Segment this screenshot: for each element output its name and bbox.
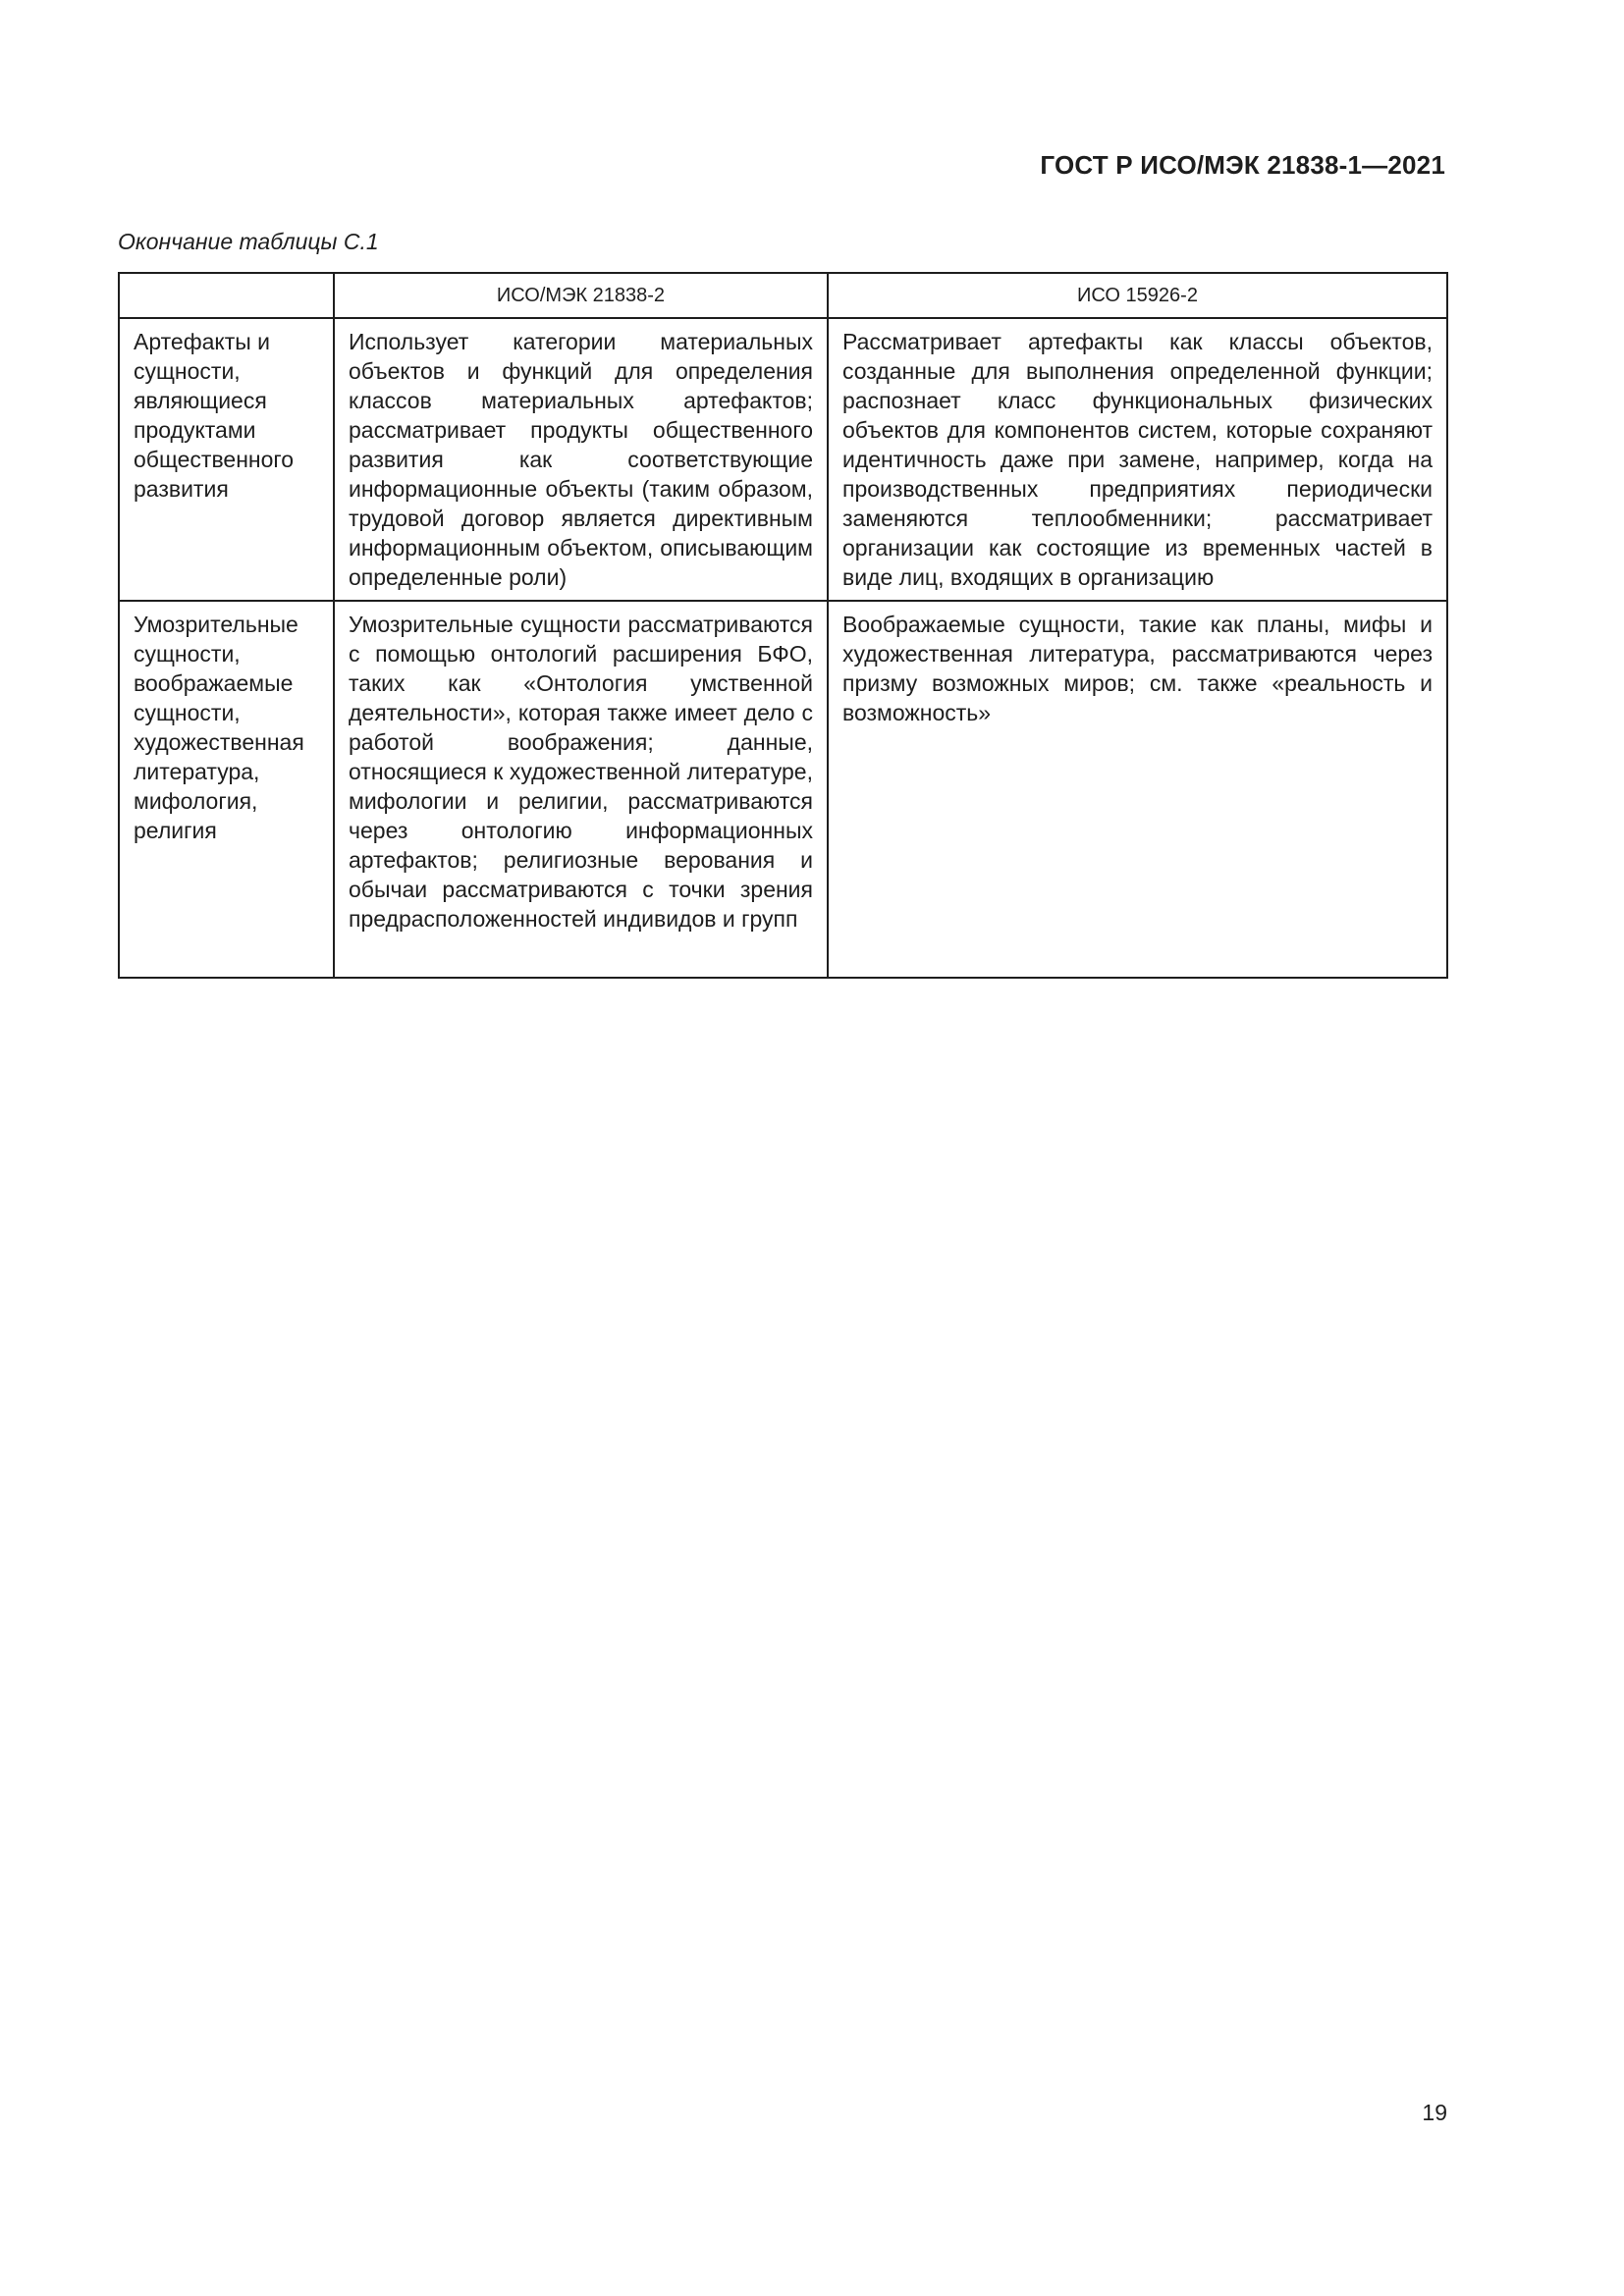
table-header-row xyxy=(119,273,1447,318)
iso-15926-2-cell: Воображаемые сущности, такие как планы, мифы и художественная литература, рассматриваются через призму возможных миров; см. также «реальность и возможность» xyxy=(828,601,1447,978)
iso-iec-21838-2-cell: Использует категории материальных объектов и функций для определения классов материальных артефактов; рассматривает продукты общественного развития как соответствующие информационные объекты (таким образом, трудовой договор является директивным информационным объектом, описывающим определенные роли) xyxy=(334,318,828,601)
column-header-iso-iec-21838-2: ИСО/МЭК 21838-2 xyxy=(334,273,828,318)
iso-iec-21838-2-cell: Умозрительные сущности рассматриваются с помощью онтологий расширения БФО, таких как «Онтология умственной деятельности», которая также имеет дело с работой воображения; данные, относящиеся к художественной литературе, мифологии и религии, рассматриваются через онтологию информационных артефактов; религиозные верования и обычаи рассматриваются с точки зрения предрасположенностей индивидов и групп xyxy=(334,601,828,978)
table-row xyxy=(119,318,1447,601)
column-header-iso-15926-2: ИСО 15926-2 xyxy=(828,273,1447,318)
topic-cell: Артефакты и сущности, являющиеся продуктами общественного развития xyxy=(119,318,334,601)
page-number: 19 xyxy=(1422,2100,1447,2125)
topic-cell: Умозрительные сущности, воображаемые сущности, художественная литература, мифология, религия xyxy=(119,601,334,978)
comparison-table xyxy=(118,272,1448,979)
table-caption: Окончание таблицы С.1 xyxy=(118,229,379,254)
table-row xyxy=(119,601,1447,978)
iso-15926-2-cell: Рассматривает артефакты как классы объектов, созданные для выполнения определенной функции; распознает класс функциональных физических объектов для компонентов систем, которые сохраняют идентичность даже при замене, например, когда на производственных предприятиях периодически заменяются теплообменники; рассматривает организации как состоящие из временных частей в виде лиц, входящих в организацию xyxy=(828,318,1447,601)
document-standard-id: ГОСТ Р ИСО/МЭК 21838-1—2021 xyxy=(1040,150,1445,180)
column-header-topic xyxy=(119,273,334,318)
